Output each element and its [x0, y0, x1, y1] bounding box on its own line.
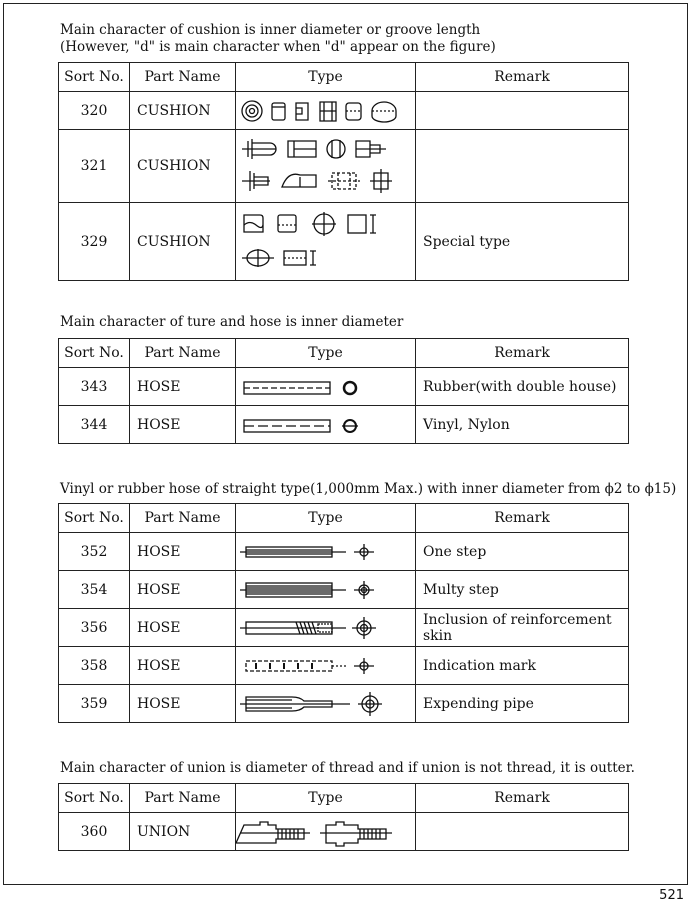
rubber-hose-drawing-icon [236, 370, 415, 404]
page-number: 521 [659, 888, 684, 903]
one-step-hose-icon [236, 535, 415, 569]
remark-cell: Expending pipe [416, 685, 629, 723]
table-header-row [59, 339, 629, 368]
cushion-321-drawing-icon [236, 131, 415, 201]
type-cell [236, 406, 416, 444]
sort-no-cell: 352 [59, 533, 130, 571]
type-cell [236, 647, 416, 685]
table-header-row [59, 504, 629, 533]
header-type: Type [236, 784, 416, 813]
sort-no-cell: 343 [59, 368, 130, 406]
header-part-name: Part Name [130, 504, 236, 533]
table-row [59, 685, 629, 723]
part-name-cell: HOSE [130, 571, 236, 609]
remark-cell: Multy step [416, 571, 629, 609]
part-name-cell: CUSHION [130, 130, 236, 203]
part-name-cell: HOSE [130, 533, 236, 571]
multi-step-hose-icon [236, 573, 415, 607]
part-name-cell: CUSHION [130, 203, 236, 281]
part-name-cell: HOSE [130, 647, 236, 685]
remark-cell: Rubber(with double house) [416, 368, 629, 406]
type-cell [236, 571, 416, 609]
section-union-heading: Main character of union is diameter of thread and if union is not thread, it is outter. [60, 760, 635, 776]
remark-cell [416, 92, 629, 130]
remark-cell: Inclusion of reinforcement skin [416, 609, 629, 647]
vinyl-hose-drawing-icon [236, 408, 415, 442]
union-drawing-icon [236, 815, 415, 849]
type-cell [236, 92, 416, 130]
sort-no-cell: 344 [59, 406, 130, 444]
table-row [59, 203, 629, 281]
table-row [59, 609, 629, 647]
header-type: Type [236, 504, 416, 533]
hose-table [58, 338, 629, 444]
table-row [59, 368, 629, 406]
remark-cell [416, 813, 629, 851]
header-part-name: Part Name [130, 784, 236, 813]
part-name-cell: HOSE [130, 368, 236, 406]
table-row [59, 130, 629, 203]
part-name-cell: UNION [130, 813, 236, 851]
sort-no-cell: 320 [59, 92, 130, 130]
table-header-row [59, 63, 629, 92]
table-row [59, 92, 629, 130]
type-cell [236, 368, 416, 406]
header-remark: Remark [416, 339, 629, 368]
header-remark: Remark [416, 504, 629, 533]
sort-no-cell: 356 [59, 609, 130, 647]
cushion-table [58, 62, 629, 281]
type-cell [236, 685, 416, 723]
cushion-329-drawing-icon [236, 205, 415, 279]
remark-cell: Special type [416, 203, 629, 281]
table-row [59, 571, 629, 609]
table-row [59, 647, 629, 685]
type-cell [236, 130, 416, 203]
part-name-cell: HOSE [130, 609, 236, 647]
sort-no-cell: 321 [59, 130, 130, 203]
indication-mark-hose-icon [236, 649, 415, 683]
remark-cell [416, 130, 629, 203]
header-sort-no: Sort No. [59, 784, 130, 813]
header-type: Type [236, 339, 416, 368]
table-row [59, 533, 629, 571]
section-straight-heading: Vinyl or rubber hose of straight type(1,000mm Max.) with inner diameter from ϕ2 to ϕ15) [60, 481, 677, 497]
header-sort-no: Sort No. [59, 504, 130, 533]
type-cell [236, 533, 416, 571]
table-row [59, 813, 629, 851]
sort-no-cell: 360 [59, 813, 130, 851]
header-sort-no: Sort No. [59, 339, 130, 368]
header-part-name: Part Name [130, 339, 236, 368]
part-name-cell: CUSHION [130, 92, 236, 130]
sort-no-cell: 329 [59, 203, 130, 281]
section-cushion-heading-2: (However, "d" is main character when "d" appear on the figure) [60, 39, 496, 55]
remark-cell: One step [416, 533, 629, 571]
header-part-name: Part Name [130, 63, 236, 92]
sort-no-cell: 359 [59, 685, 130, 723]
cushion-320-drawing-icon [236, 94, 415, 128]
section-hose-heading: Main character of ture and hose is inner diameter [60, 314, 404, 330]
table-row [59, 406, 629, 444]
header-sort-no: Sort No. [59, 63, 130, 92]
header-remark: Remark [416, 63, 629, 92]
part-name-cell: HOSE [130, 685, 236, 723]
remark-cell: Indication mark [416, 647, 629, 685]
type-cell [236, 203, 416, 281]
table-header-row [59, 784, 629, 813]
type-cell [236, 609, 416, 647]
sort-no-cell: 354 [59, 571, 130, 609]
type-cell [236, 813, 416, 851]
header-remark: Remark [416, 784, 629, 813]
part-name-cell: HOSE [130, 406, 236, 444]
header-type: Type [236, 63, 416, 92]
section-cushion-heading-1: Main character of cushion is inner diameter or groove length [60, 22, 481, 38]
union-table [58, 783, 629, 851]
sort-no-cell: 358 [59, 647, 130, 685]
reinforced-hose-icon [236, 611, 415, 645]
expanding-pipe-icon [236, 687, 415, 721]
remark-cell: Vinyl, Nylon [416, 406, 629, 444]
straight-hose-table [58, 503, 629, 723]
